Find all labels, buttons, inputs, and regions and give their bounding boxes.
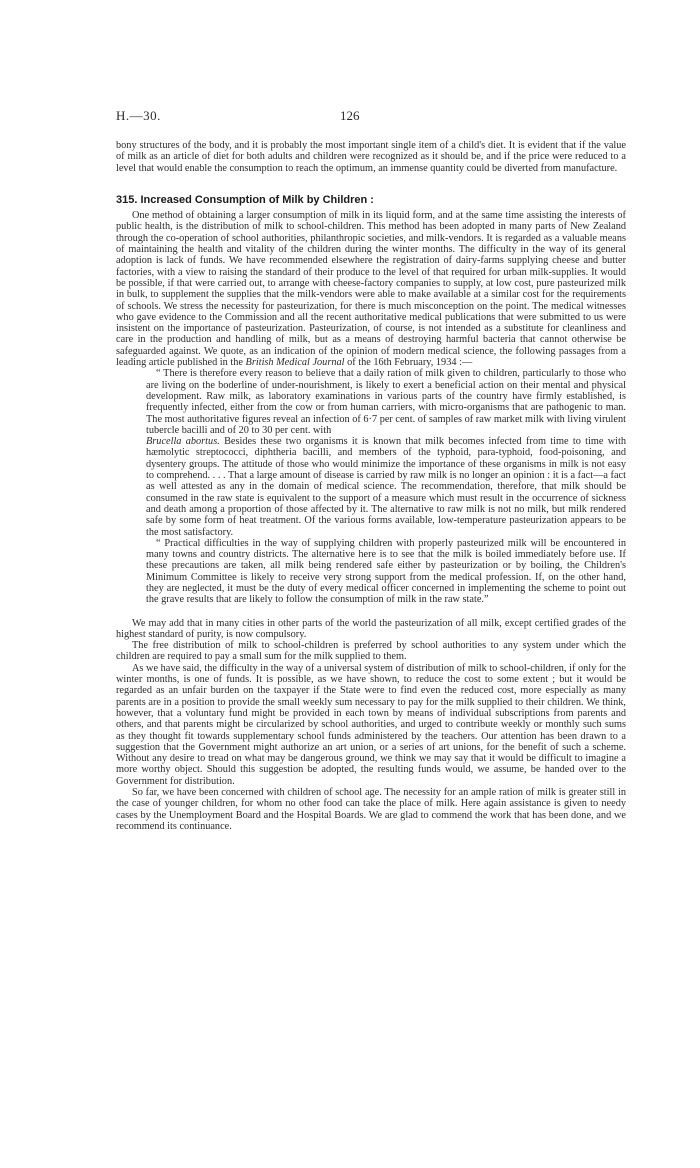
quote1-text-a: “ There is therefore every reason to believe that a daily ration of milk given to children, particularly to those who are living on the boderline of under-nourishment, is likely to exert a beneficial action on their mental and physical development. Raw milk, as laboratory examinations in various parts of the country have firmly established, is frequently infected, either from the cow or from human carriers, with micro-organisms that are pathogenic to man. The most authoritative figures reveal an infection of 6·7 per cent. of samples of raw market milk with living virulent tubercle bacilli and of 20 to 30 per cent. with bbox=[146, 368, 626, 436]
para1-text: One method of obtaining a larger consumption of milk in its liquid form, and at the same time assisting the interests of public health, is the distribution of milk to school-children. This method has been adopted in many parts of New Zealand through the co-operation of school authorities, philanthropic societies, and milk-vendors. It is regarded as a valuable means of maintaining the health and vitality of the children during the winter months. The difficulty in the way of its general adoption is lack of funds. We have recommended elsewhere the registration of dairy-farms supplying cheese and butter factories, with a view to raising the standard of their produce to the level of that required for urban milk-supplies. It would be possible, if that were carried out, to arrange with cheese-factory companies to supply, at low cost, pure pasteurized milk in bulk, to supplement the supplies that the milk-vendors were able to make available at a similar cost for the requirements of schools. We stress the necessity for pasteurization, for there is much misconception on the point. The medical witnesses who gave evidence to the Commission and all the recent authoritative medical publications that were submitted to us were insistent on the importance of pasteurization. Pasteurization, of course, is not intended as a substitute for cleanliness and care in the production and handling of milk, but as a means of destroying harmful bacteria that cannot otherwise be safeguarded against. We quote, as an indication of the opinion of modern medical science, the following passages from a leading article published in the bbox=[116, 210, 626, 369]
species-name: Brucella abortus. bbox=[146, 436, 220, 448]
section-heading: 315. Increased Consumption of Milk by Children : bbox=[116, 193, 374, 206]
section-paragraph-2: We may add that in many cities in other parts of the world the pasteurization of all milk, except certified grades of the highest standard of purity, is now compulsory. bbox=[116, 617, 626, 640]
quotation-paragraph-2: “ Practical difficulties in the way of supplying children with properly pasteurized milk will be encountered in many towns and country districts. The alternative here is to see that the milk is boiled immediately before use. If these precautions are taken, all milk being rendered safe either by pasteurization or by boiling, the Children's Minimum Committee is likely to receive very strong support from the medical profession. If, on the other hand, they are neglected, it must be the duty of every medical officer concerned in implementing the scheme to point out the grave results that are likely to follow the consumption of milk in the raw state.” bbox=[146, 537, 626, 606]
quote1-text-b: Besides these two organisms it is known that milk becomes infected from time to time with hæmolytic streptococci, diphtheria bacilli, and members of the typhoid, para-typhoid, food-poisoning, and dysentery groups. The attitude of those who would minimize the importance of these organisms in milk is not easy to comprehend. . . . That a large amount of disease is carried by raw milk is no longer an opinion : it is a fact—a fact as well attested as any in the domain of medical science. The recommendation, therefore, that milk should be consumed in the raw state is equivalent to the support of a measure which must result in the occurrence of sickness and death among a proportion of those affected by it. The alternative to raw milk is not no milk, but milk rendered safe by some form of heat treatment. Of the various forms available, low-temperature pasteurization appears to be the most satisfactory. bbox=[146, 436, 626, 538]
section-paragraph-3: The free distribution of milk to school-children is preferred by school authorities to any system under which the children are required to pay a small sum for the milk supplied to them. bbox=[116, 640, 626, 663]
journal-title: British Medical Journal bbox=[245, 357, 345, 369]
quotation-paragraph-1 bbox=[146, 368, 626, 537]
section-paragraph-1 bbox=[116, 210, 626, 368]
page-number: 126 bbox=[340, 108, 360, 123]
para1-end: of the 16th February, 1934 :— bbox=[347, 357, 473, 369]
section-paragraph-5: So far, we have been concerned with children of school age. The necessity for an ample ration of milk is greater still in the case of younger children, for whom no other food can take the place of milk. Here again assistance is given to needy cases by the Unemployment Board and the Hospital Boards. We are glad to commend the work that has been done, and we recommend its continuance. bbox=[116, 787, 626, 832]
document-reference: H.—30. bbox=[116, 108, 161, 123]
page-body bbox=[116, 140, 626, 832]
section-paragraph-4: As we have said, the difficulty in the way of a universal system of distribution of milk to school-children, if only for the winter months, is one of funds. It is possible, as we have shown, to reduce the cost to some extent ; but it would be regarded as an unfair burden on the taxpayer if the State were to find even the reduced cost, more especially as many parents are in a position to provide the small weekly sum necessary to pay for the milk supplied to their children. We think, however, that a voluntary fund might be provided in each town by means of individual subscriptions from parents and others, and that parents might be circularized by school authorities, and urged to contribute weekly or monthly such sums as they thought fit towards supplementary school funds administered by the teachers. Our attention has been drawn to a suggestion that the Government might authorize an art union, or a series of art unions, for the benefit of such a scheme. Without any desire to tread on what may be dangerous ground, we think we may say that it would be difficult to imagine a more worthy object. Should this suggestion be adopted, the resulting funds would, we assume, be handed over to the Government for distribution. bbox=[116, 662, 626, 787]
quotation-block bbox=[146, 368, 626, 605]
intro-paragraph: bony structures of the body, and it is probably the most important single item of a child's diet. It is evident that if the value of milk as an article of diet for both adults and children were recognized as it should be, and if the price were reduced to a level that would enable the consumption to reach the optimum, an immense quantity could be diverted from manufacture. bbox=[116, 140, 626, 174]
